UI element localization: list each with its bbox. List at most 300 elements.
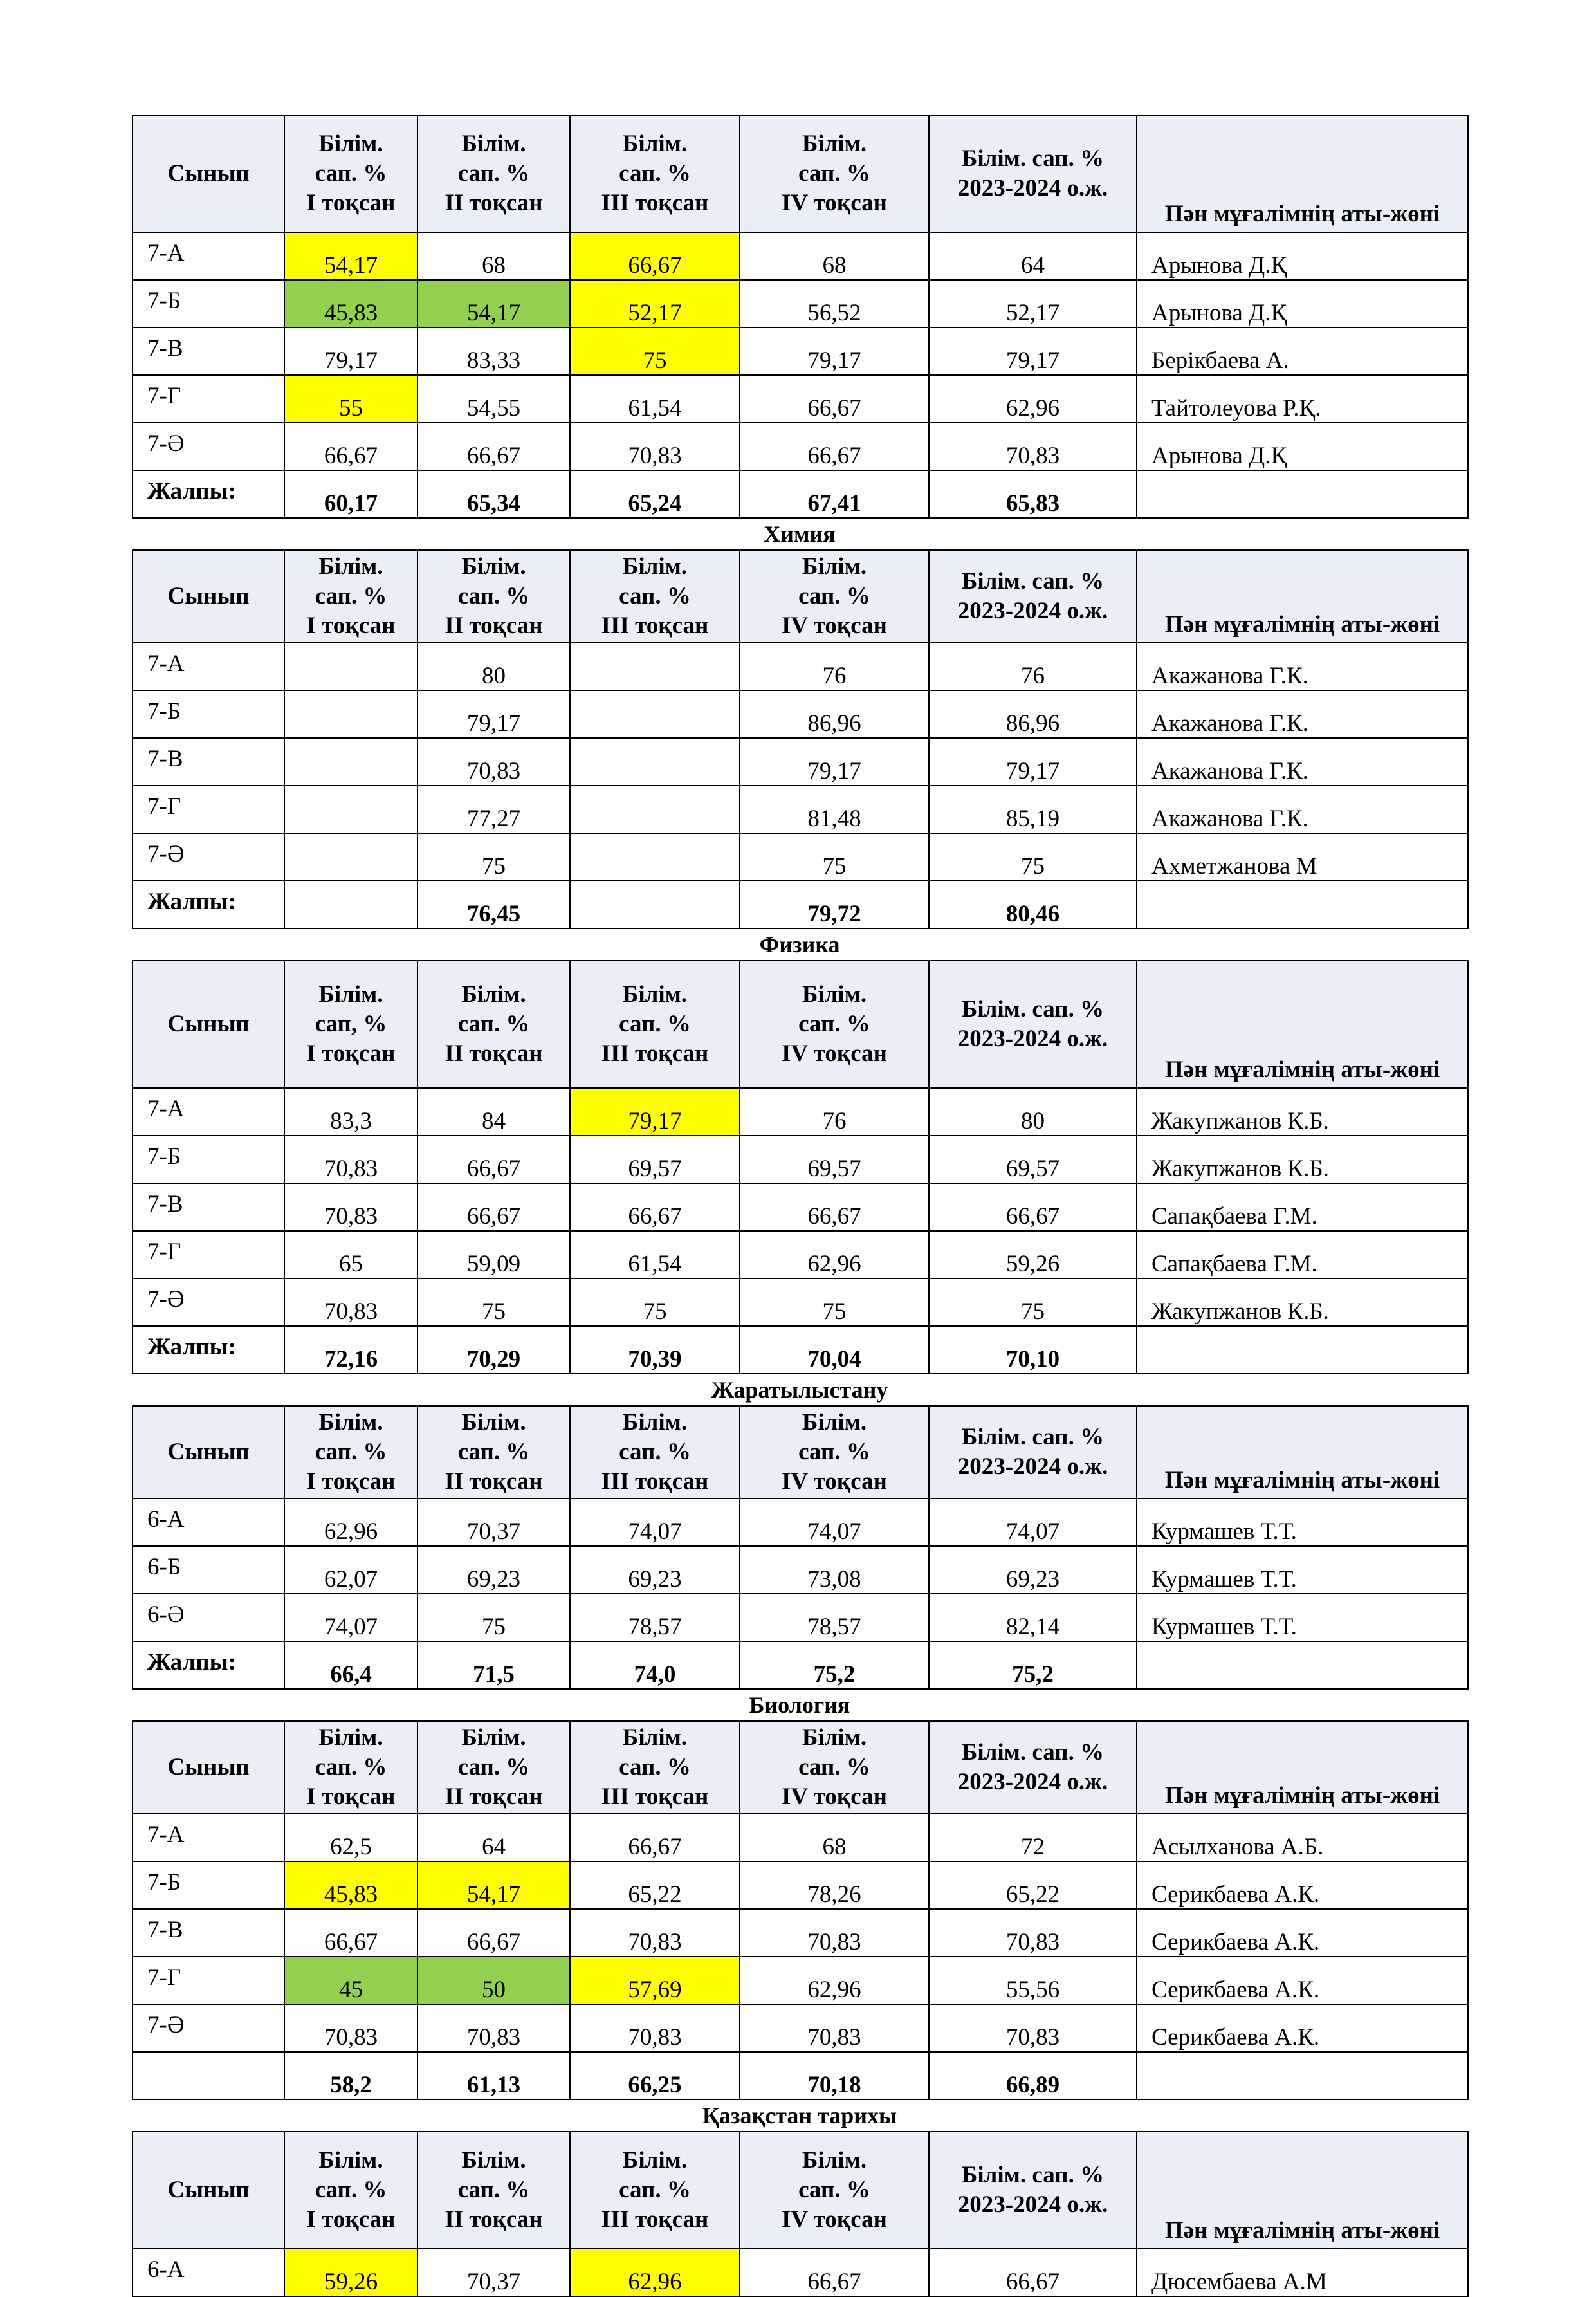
quarter-3-cell: 61,54	[570, 1231, 740, 1278]
quarter-1-cell: 62,07	[284, 1546, 417, 1594]
table-row	[133, 423, 1468, 470]
header-line: ІІІ тоқсан	[601, 2206, 709, 2233]
table-row	[133, 1278, 1468, 1326]
class-cell: 7-Ә	[133, 1278, 284, 1326]
total-row	[133, 470, 1468, 518]
quarter-4-cell: 69,57	[740, 1136, 929, 1183]
quarter-1-cell: 54,17	[284, 232, 417, 280]
quarter-1-column-header	[284, 550, 417, 643]
header-line: Білім. сап. %	[961, 2162, 1105, 2188]
table-row	[133, 1546, 1468, 1594]
year-cell: 64	[929, 232, 1137, 280]
quarter-3-cell: 74,07	[570, 1499, 740, 1546]
quarter-4-cell: 68	[740, 1814, 929, 1861]
quarter-3-total-cell	[570, 881, 740, 928]
quarter-1-cell: 62,5	[284, 1814, 417, 1861]
quarter-4-cell: 75	[740, 833, 929, 881]
quarter-1-column-header	[284, 961, 417, 1088]
class-cell: 7-Б	[133, 280, 284, 327]
header-line: 2023-2024 о.ж.	[957, 2191, 1108, 2218]
header-line: сап. %	[619, 1754, 691, 1780]
class-column-header: Сынып	[133, 1721, 284, 1814]
header-line: сап. %	[315, 1754, 387, 1780]
quarter-4-cell: 76	[740, 643, 929, 690]
year-cell: 55,56	[929, 1957, 1137, 2004]
quarter-4-column-header	[740, 961, 929, 1088]
header-line: Білім.	[461, 553, 526, 580]
grade-table	[132, 549, 1469, 929]
quarter-2-cell: 75	[417, 833, 570, 881]
table-row	[133, 643, 1468, 690]
quarter-1-cell: 65	[284, 1231, 417, 1278]
year-column-header	[929, 1406, 1137, 1499]
header-line: Білім.	[318, 2147, 383, 2173]
quarter-4-cell: 86,96	[740, 690, 929, 738]
quarter-2-cell: 68	[417, 232, 570, 280]
header-line: ІІ тоқсан	[445, 1468, 543, 1495]
table-caption: Физика	[759, 932, 840, 957]
quarter-4-total-cell: 67,41	[740, 470, 929, 518]
year-cell: 74,07	[929, 1499, 1137, 1546]
teacher-cell: Жакупжанов К.Б.	[1137, 1088, 1468, 1136]
year-total-cell: 66,89	[929, 2052, 1137, 2099]
quarter-3-cell: 78,57	[570, 1594, 740, 1641]
header-line: ІV тоқсан	[782, 2206, 887, 2233]
teacher-cell: Акажанова Г.К.	[1137, 643, 1468, 690]
quarter-3-cell	[570, 786, 740, 833]
teacher-cell: Тайтолеуова Р.Қ.	[1137, 375, 1468, 423]
total-label-cell: Жалпы:	[133, 470, 284, 518]
quarter-2-column-header	[417, 550, 570, 643]
quarter-2-cell: 66,67	[417, 1136, 570, 1183]
quarter-4-cell: 66,67	[740, 423, 929, 470]
header-line: ІІ тоқсан	[445, 1784, 543, 1810]
quarter-3-cell: 75	[570, 1278, 740, 1326]
quarter-1-cell: 45	[284, 1957, 417, 2004]
year-column-header	[929, 115, 1137, 232]
quarter-2-cell: 69,23	[417, 1546, 570, 1594]
header-line: ІІ тоқсан	[445, 2206, 543, 2233]
header-line: Білім.	[318, 981, 383, 1008]
header-line: сап, %	[315, 1011, 387, 1037]
quarter-3-cell: 69,57	[570, 1136, 740, 1183]
class-cell: 7-Б	[133, 1861, 284, 1909]
quarter-2-cell: 50	[417, 1957, 570, 2004]
quarter-2-column-header	[417, 961, 570, 1088]
quarter-3-total-cell: 66,25	[570, 2052, 740, 2099]
quarter-2-cell: 70,37	[417, 1499, 570, 1546]
quarter-3-cell	[570, 690, 740, 738]
class-cell: 7-Г	[133, 375, 284, 423]
class-cell: 7-В	[133, 327, 284, 375]
quarter-2-cell: 54,17	[417, 1861, 570, 1909]
header-line: ІІІ тоқсан	[601, 1784, 709, 1810]
quarter-4-cell: 73,08	[740, 1546, 929, 1594]
quarter-4-cell: 70,83	[740, 2004, 929, 2052]
quarter-3-column-header	[570, 550, 740, 643]
teacher-cell: Арынова Д.Қ	[1137, 423, 1468, 470]
teacher-column-header: Пән мұғалімнің аты-жөні	[1137, 550, 1468, 643]
teacher-column-header: Пән мұғалімнің аты-жөні	[1137, 1406, 1468, 1499]
header-line: ІV тоқсан	[782, 1040, 887, 1067]
teacher-cell: Серикбаева А.К.	[1137, 2004, 1468, 2052]
quarter-3-cell: 62,96	[570, 2249, 740, 2296]
table-caption: Биология	[749, 1692, 850, 1718]
year-cell: 70,83	[929, 423, 1137, 470]
header-line: сап. %	[457, 1011, 530, 1037]
quarter-1-total-cell: 58,2	[284, 2052, 417, 2099]
quarter-1-cell	[284, 643, 417, 690]
total-label-cell: Жалпы:	[133, 1326, 284, 1374]
quarter-3-column-header	[570, 2132, 740, 2249]
header-line: сап. %	[457, 1439, 530, 1465]
year-column-header	[929, 2132, 1137, 2249]
quarter-2-cell: 70,83	[417, 2004, 570, 2052]
teacher-total-cell	[1137, 881, 1468, 928]
teacher-column-header: Пән мұғалімнің аты-жөні	[1137, 1721, 1468, 1814]
teacher-cell: Дюсембаева А.М	[1137, 2249, 1468, 2296]
teacher-total-cell	[1137, 1326, 1468, 1374]
header-line: Білім.	[622, 981, 688, 1008]
quarter-3-column-header	[570, 115, 740, 232]
header-line: Білім.	[318, 1724, 383, 1751]
class-cell: 7-В	[133, 738, 284, 786]
header-line: ІV тоқсан	[782, 613, 887, 639]
year-cell: 86,96	[929, 690, 1137, 738]
quarter-2-total-cell: 71,5	[417, 1641, 570, 1689]
header-line: І тоқсан	[306, 1040, 396, 1067]
year-cell: 59,26	[929, 1231, 1137, 1278]
quarter-1-column-header	[284, 1721, 417, 1814]
quarter-3-cell: 70,83	[570, 2004, 740, 2052]
header-line: Білім.	[318, 131, 383, 157]
header-line: Білім.	[622, 1409, 688, 1435]
quarter-1-cell: 62,96	[284, 1499, 417, 1546]
header-line: сап. %	[457, 583, 530, 609]
quarter-3-cell: 66,67	[570, 1183, 740, 1231]
year-column-header	[929, 550, 1137, 643]
quarter-2-cell: 77,27	[417, 786, 570, 833]
year-column-header	[929, 961, 1137, 1088]
header-line: сап. %	[457, 160, 530, 187]
header-line: 2023-2024 о.ж.	[957, 175, 1108, 201]
table-row	[133, 1231, 1468, 1278]
quarter-1-cell: 70,83	[284, 2004, 417, 2052]
quarter-1-cell: 74,07	[284, 1594, 417, 1641]
table-row	[133, 786, 1468, 833]
class-cell: 7-Г	[133, 1957, 284, 2004]
class-cell: 7-Г	[133, 1231, 284, 1278]
table-caption: Қазақстан тарихы	[702, 2103, 897, 2128]
table-row	[133, 1183, 1468, 1231]
header-line: 2023-2024 о.ж.	[957, 1026, 1108, 1052]
quarter-3-cell	[570, 738, 740, 786]
header-line: І тоқсан	[306, 1468, 396, 1495]
quarter-4-cell: 75	[740, 1278, 929, 1326]
year-cell: 85,19	[929, 786, 1137, 833]
year-cell: 80	[929, 1088, 1137, 1136]
quarter-3-cell: 65,22	[570, 1861, 740, 1909]
header-line: Білім.	[622, 553, 688, 580]
header-line: ІV тоқсан	[782, 190, 887, 216]
teacher-total-cell	[1137, 1641, 1468, 1689]
class-cell: 7-Б	[133, 690, 284, 738]
quarter-4-column-header	[740, 2132, 929, 2249]
total-label-cell	[133, 2052, 284, 2099]
quarter-2-column-header	[417, 2132, 570, 2249]
header-line: Білім. сап. %	[961, 996, 1105, 1022]
quarter-3-cell: 70,83	[570, 1909, 740, 1957]
header-line: сап. %	[315, 160, 387, 187]
quarter-4-cell: 56,52	[740, 280, 929, 327]
header-line: Білім.	[461, 1724, 526, 1751]
class-column-header: Сынып	[133, 115, 284, 232]
teacher-total-cell	[1137, 2052, 1468, 2099]
header-row	[133, 115, 1468, 232]
table-row	[133, 280, 1468, 327]
quarter-3-column-header	[570, 1406, 740, 1499]
quarter-1-cell: 55	[284, 375, 417, 423]
quarter-3-cell: 75	[570, 327, 740, 375]
quarter-2-cell: 83,33	[417, 327, 570, 375]
quarter-4-total-cell: 70,18	[740, 2052, 929, 2099]
quarter-4-cell: 62,96	[740, 1957, 929, 2004]
quarter-3-cell	[570, 643, 740, 690]
quarter-2-cell: 70,37	[417, 2249, 570, 2296]
quarter-4-cell: 66,67	[740, 375, 929, 423]
quarter-4-cell: 74,07	[740, 1499, 929, 1546]
teacher-cell: Курмашев Т.Т.	[1137, 1499, 1468, 1546]
teacher-cell: Арынова Д.Қ	[1137, 280, 1468, 327]
class-cell: 6-Ә	[133, 1594, 284, 1641]
quarter-4-cell: 70,83	[740, 1909, 929, 1957]
quarter-3-cell: 66,67	[570, 1814, 740, 1861]
total-label-cell: Жалпы:	[133, 1641, 284, 1689]
class-column-header: Сынып	[133, 550, 284, 643]
quarter-1-cell: 66,67	[284, 423, 417, 470]
quarter-1-cell	[284, 690, 417, 738]
table-row	[133, 1909, 1468, 1957]
class-cell: 7-А	[133, 232, 284, 280]
table-row	[133, 1814, 1468, 1861]
table-row	[133, 232, 1468, 280]
header-row	[133, 550, 1468, 643]
class-cell: 7-Ә	[133, 2004, 284, 2052]
quarter-2-total-cell: 61,13	[417, 2052, 570, 2099]
header-line: сап. %	[619, 1439, 691, 1465]
quarter-2-total-cell: 70,29	[417, 1326, 570, 1374]
header-row	[133, 2132, 1468, 2249]
year-cell: 79,17	[929, 327, 1137, 375]
class-cell: 7-А	[133, 1088, 284, 1136]
header-line: Білім.	[318, 553, 383, 580]
header-line: Білім.	[802, 553, 867, 580]
header-row	[133, 1406, 1468, 1499]
quarter-1-column-header	[284, 1406, 417, 1499]
year-cell: 70,83	[929, 1909, 1137, 1957]
class-column-header: Сынып	[133, 1406, 284, 1499]
quarter-4-column-header	[740, 115, 929, 232]
quarter-2-cell: 66,67	[417, 1183, 570, 1231]
teacher-cell: Жакупжанов К.Б.	[1137, 1278, 1468, 1326]
quarter-2-column-header	[417, 115, 570, 232]
class-cell: 7-В	[133, 1183, 284, 1231]
header-line: сап. %	[798, 160, 870, 187]
header-line: 2023-2024 о.ж.	[957, 598, 1108, 624]
year-total-cell: 75,2	[929, 1641, 1137, 1689]
quarter-3-cell: 52,17	[570, 280, 740, 327]
header-line: ІІІ тоқсан	[601, 190, 709, 216]
quarter-3-cell	[570, 833, 740, 881]
year-cell: 52,17	[929, 280, 1137, 327]
year-column-header	[929, 1721, 1137, 1814]
quarter-4-total-cell: 70,04	[740, 1326, 929, 1374]
header-line: ІІІ тоқсан	[601, 1468, 709, 1495]
header-line: 2023-2024 о.ж.	[957, 1769, 1108, 1795]
year-cell: 82,14	[929, 1594, 1137, 1641]
table-caption: Жаратылыстану	[711, 1377, 888, 1403]
quarter-1-total-cell: 72,16	[284, 1326, 417, 1374]
quarter-2-cell: 59,09	[417, 1231, 570, 1278]
table-row	[133, 1088, 1468, 1136]
table-row	[133, 1861, 1468, 1909]
grade-table	[132, 960, 1469, 1374]
teacher-column-header: Пән мұғалімнің аты-жөні	[1137, 961, 1468, 1088]
quarter-3-cell: 79,17	[570, 1088, 740, 1136]
teacher-cell: Асылханова А.Б.	[1137, 1814, 1468, 1861]
quarter-2-cell: 80	[417, 643, 570, 690]
teacher-cell: Сапақбаева Г.М.	[1137, 1231, 1468, 1278]
header-line: ІІІ тоқсан	[601, 613, 709, 639]
quarter-1-cell: 70,83	[284, 1183, 417, 1231]
header-line: сап. %	[315, 1439, 387, 1465]
year-cell: 72	[929, 1814, 1137, 1861]
quarter-1-cell	[284, 833, 417, 881]
year-cell: 62,96	[929, 375, 1137, 423]
quarter-2-cell: 66,67	[417, 1909, 570, 1957]
quarter-1-cell	[284, 786, 417, 833]
table-caption: Химия	[764, 521, 836, 547]
quarter-2-cell: 84	[417, 1088, 570, 1136]
header-line: сап. %	[798, 1439, 870, 1465]
class-cell: 6-Б	[133, 1546, 284, 1594]
total-row	[133, 1641, 1468, 1689]
quarter-1-total-cell: 60,17	[284, 470, 417, 518]
header-line: сап. %	[619, 160, 691, 187]
header-line: сап. %	[619, 2177, 691, 2203]
teacher-total-cell	[1137, 470, 1468, 518]
quarter-2-cell: 79,17	[417, 690, 570, 738]
quarter-1-column-header	[284, 2132, 417, 2249]
quarter-1-cell: 45,83	[284, 280, 417, 327]
quarter-1-cell: 45,83	[284, 1861, 417, 1909]
teacher-column-header: Пән мұғалімнің аты-жөні	[1137, 2132, 1468, 2249]
quarter-3-cell: 70,83	[570, 423, 740, 470]
header-line: І тоқсан	[306, 2206, 396, 2233]
year-cell: 66,67	[929, 1183, 1137, 1231]
header-line: ІІ тоқсан	[445, 190, 543, 216]
quarter-3-column-header	[570, 1721, 740, 1814]
grade-table	[132, 115, 1469, 519]
year-cell: 66,67	[929, 2249, 1137, 2296]
quarter-4-cell: 79,17	[740, 327, 929, 375]
header-line: сап. %	[315, 2177, 387, 2203]
quarter-3-column-header	[570, 961, 740, 1088]
document-page	[132, 115, 1467, 2297]
quarter-4-cell: 76	[740, 1088, 929, 1136]
quarter-2-total-cell: 65,34	[417, 470, 570, 518]
year-total-cell: 65,83	[929, 470, 1137, 518]
quarter-4-column-header	[740, 1721, 929, 1814]
header-line: Білім.	[622, 2147, 688, 2173]
year-cell: 76	[929, 643, 1137, 690]
quarter-4-cell: 79,17	[740, 738, 929, 786]
quarter-1-total-cell: 66,4	[284, 1641, 417, 1689]
teacher-cell: Курмашев Т.Т.	[1137, 1594, 1468, 1641]
header-line: Білім.	[318, 1409, 383, 1435]
table-row	[133, 690, 1468, 738]
table-row	[133, 1136, 1468, 1183]
header-line: сап. %	[619, 583, 691, 609]
header-line: ІV тоқсан	[782, 1468, 887, 1495]
year-cell: 69,23	[929, 1546, 1137, 1594]
teacher-cell: Жакупжанов К.Б.	[1137, 1136, 1468, 1183]
class-column-header: Сынып	[133, 2132, 284, 2249]
table-row	[133, 2249, 1468, 2296]
year-cell: 70,83	[929, 2004, 1137, 2052]
header-line: ІІ тоқсан	[445, 613, 543, 639]
year-cell: 75	[929, 1278, 1137, 1326]
quarter-1-cell: 70,83	[284, 1136, 417, 1183]
header-line: Білім.	[802, 981, 867, 1008]
teacher-column-header: Пән мұғалімнің аты-жөні	[1137, 115, 1468, 232]
class-cell: 7-Б	[133, 1136, 284, 1183]
quarter-3-cell: 66,67	[570, 232, 740, 280]
teacher-cell: Курмашев Т.Т.	[1137, 1546, 1468, 1594]
total-label-cell: Жалпы:	[133, 881, 284, 928]
header-line: Білім. сап. %	[961, 145, 1105, 172]
table-row	[133, 1957, 1468, 2004]
quarter-2-cell: 54,55	[417, 375, 570, 423]
header-line: Білім.	[802, 131, 867, 157]
quarter-1-cell	[284, 738, 417, 786]
quarter-2-cell: 70,83	[417, 738, 570, 786]
header-line: Білім.	[461, 2147, 526, 2173]
table-row	[133, 1499, 1468, 1546]
teacher-cell: Серикбаева А.К.	[1137, 1861, 1468, 1909]
total-row	[133, 1326, 1468, 1374]
table-row	[133, 738, 1468, 786]
quarter-3-cell: 61,54	[570, 375, 740, 423]
quarter-4-cell: 62,96	[740, 1231, 929, 1278]
quarter-4-total-cell: 75,2	[740, 1641, 929, 1689]
quarter-2-cell: 75	[417, 1278, 570, 1326]
quarter-2-cell: 64	[417, 1814, 570, 1861]
year-cell: 69,57	[929, 1136, 1137, 1183]
teacher-cell: Берікбаева А.	[1137, 327, 1468, 375]
table-row	[133, 2004, 1468, 2052]
header-line: Білім.	[802, 1409, 867, 1435]
header-line: 2023-2024 о.ж.	[957, 1453, 1108, 1480]
quarter-2-cell: 75	[417, 1594, 570, 1641]
year-cell: 65,22	[929, 1861, 1137, 1909]
grade-table	[132, 1405, 1469, 1690]
header-line: ІІ тоқсан	[445, 1040, 543, 1067]
quarter-1-cell: 59,26	[284, 2249, 417, 2296]
quarter-3-total-cell: 70,39	[570, 1326, 740, 1374]
quarter-4-cell: 66,67	[740, 1183, 929, 1231]
quarter-4-cell: 81,48	[740, 786, 929, 833]
